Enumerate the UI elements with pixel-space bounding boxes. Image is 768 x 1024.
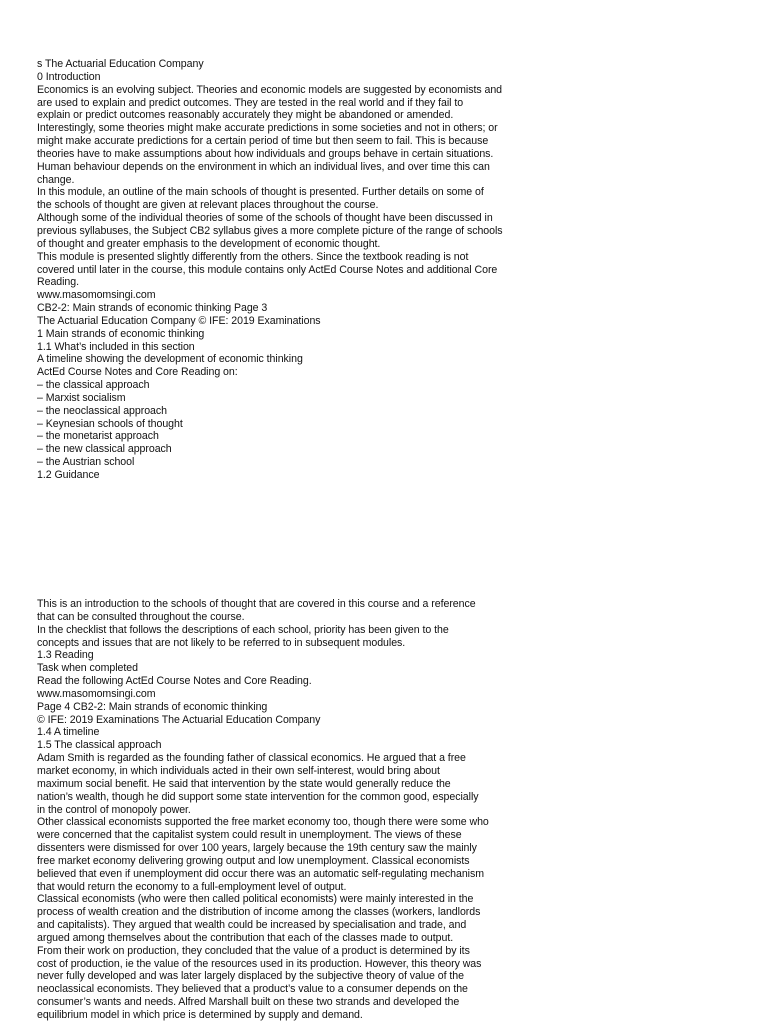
paragraph-line: This module is presented slightly differently from the others. Since the textbook reading is not — [37, 250, 469, 263]
list-item: – the neoclassical approach — [37, 404, 167, 417]
list-item: – Marxist socialism — [37, 391, 126, 404]
paragraph-line: never fully developed and was later largely displaced by the subjective theory of value of the — [37, 970, 464, 983]
subsection-heading: 1.1 What’s included in this section — [37, 340, 195, 353]
section-heading: 1 Main strands of economic thinking — [37, 327, 205, 340]
running-header: s The Actuarial Education Company — [37, 58, 204, 70]
paragraph-line: process of wealth creation and the distribution of income among the classes (workers, landlords — [37, 906, 481, 919]
section-heading: 0 Introduction — [37, 70, 101, 83]
paragraph-line: dissenters were dismissed for over 100 years, largely because the 19th century saw the mainly — [37, 842, 477, 855]
checklist-label: Task when completed — [37, 662, 138, 675]
paragraph-line: previous syllabuses, the Subject CB2 syllabus gives a more complete picture of the range of schools — [37, 224, 503, 237]
paragraph-line: were concerned that the capitalist system could result in unemployment. The views of these — [37, 829, 462, 842]
paragraph-line: In this module, an outline of the main schools of thought is presented. Further details on some of — [37, 186, 484, 199]
paragraph-line: nation’s wealth, though he did support some state intervention for the common good, especially — [37, 790, 479, 803]
paragraph-line: covered until later in the course, this module contains only ActEd Course Notes and additional Core — [37, 263, 498, 276]
paragraph-line: believed that even if unemployment did occur there was an automatic self-regulating mechanism — [37, 867, 485, 880]
document-text-block-top — [37, 58, 537, 482]
watermark-url: www.masomomsingi.com — [37, 687, 156, 700]
paragraph-line: market economy, in which individuals acted in their own self-interest, would bring about — [37, 764, 440, 777]
bullet-item: A timeline showing the development of economic thinking — [37, 353, 303, 366]
document-text-block-bottom — [37, 598, 537, 1022]
paragraph-line: change. — [37, 173, 75, 186]
paragraph-line: Human behaviour depends on the environment in which an individual lives, and over time this can — [37, 160, 490, 173]
subsection-heading: 1.3 Reading — [37, 649, 94, 662]
paragraph-line: explain or predict outcomes reasonably accurately they might be abandoned or amended. — [37, 109, 454, 122]
list-item: – the Austrian school — [37, 456, 135, 469]
paragraph-line: in the control of monopoly power. — [37, 803, 191, 816]
paragraph-line: that can be consulted throughout the course. — [37, 610, 245, 623]
paragraph-line: Reading. — [37, 276, 80, 289]
paragraph-line: maximum social benefit. He said that intervention by the state would generally reduce the — [37, 777, 451, 790]
paragraph-line: of thought and greater emphasis to the development of economic thought. — [37, 237, 381, 250]
page-footer: The Actuarial Education Company © IFE: 2019 Examinations — [37, 314, 321, 327]
checklist-item: Read the following ActEd Course Notes and Core Reading. — [37, 675, 312, 688]
paragraph-line: might make accurate predictions for a certain period of time but then seem to fail. This is because — [37, 135, 489, 148]
paragraph-line: concepts and issues that are not likely to be referred to in subsequent modules. — [37, 636, 406, 649]
paragraph-line: Other classical economists supported the free market economy too, though there were some who — [37, 816, 489, 829]
paragraph-line: argued among themselves about the contribution that each of the classes made to output. — [37, 931, 454, 944]
paragraph-line: are used to explain and predict outcomes. They are tested in the real world and if they fail to — [37, 96, 464, 109]
paragraph-line: In the checklist that follows the descriptions of each school, priority has been given to the — [37, 623, 449, 636]
list-item: – the new classical approach — [37, 443, 172, 456]
subsection-heading: 1.4 A timeline — [37, 726, 100, 739]
paragraph-line: and capitalists). They argued that wealth could be increased by specialisation and trade, and — [37, 919, 467, 932]
paragraph-line: theories have to make assumptions about how individuals and groups behave in certain situations. — [37, 147, 494, 160]
subsection-heading: 1.2 Guidance — [37, 469, 100, 481]
paragraph-line: equilibrium model in which price is determined by supply and demand. — [37, 1009, 363, 1021]
paragraph-line: Interestingly, some theories might make accurate predictions in some societies and not in others; or — [37, 122, 498, 135]
paragraph-line: the schools of thought are given at relevant places throughout the course. — [37, 199, 379, 212]
list-item: – the classical approach — [37, 379, 150, 392]
list-item: – the monetarist approach — [37, 430, 159, 443]
paragraph-line: This is an introduction to the schools of thought that are covered in this course and a reference — [37, 598, 476, 610]
paragraph-line: Adam Smith is regarded as the founding father of classical economics. He argued that a free — [37, 752, 466, 765]
paragraph-line: that would return the economy to a full-employment level of output. — [37, 880, 347, 893]
page-header: Page 4 CB2-2: Main strands of economic thinking — [37, 700, 268, 713]
paragraph-line: Classical economists (who were then called political economists) were mainly interested in the — [37, 893, 474, 906]
paragraph-line: cost of production, ie the value of the resources used in its production. However, this theory was — [37, 957, 482, 970]
paragraph-line: Economics is an evolving subject. Theories and economic models are suggested by economists and — [37, 83, 503, 96]
paragraph-line: consumer’s wants and needs. Alfred Marshall built on these two strands and developed the — [37, 996, 460, 1009]
paragraph-line: free market economy delivering growing output and low unemployment. Classical economists — [37, 854, 470, 867]
paragraph-line: Although some of the individual theories of some of the schools of thought have been discussed in — [37, 212, 493, 225]
paragraph-line: neoclassical economists. They believed that a product’s value to a consumer depends on the — [37, 983, 468, 996]
list-item: – Keynesian schools of thought — [37, 417, 183, 430]
page-header: © IFE: 2019 Examinations The Actuarial Education Company — [37, 713, 321, 726]
bullet-item: ActEd Course Notes and Core Reading on: — [37, 366, 238, 379]
watermark-url: www.masomomsingi.com — [37, 289, 156, 302]
subsection-heading: 1.5 The classical approach — [37, 739, 162, 752]
page-footer: CB2-2: Main strands of economic thinking Page 3 — [37, 302, 268, 315]
paragraph-line: From their work on production, they concluded that the value of a product is determined by its — [37, 944, 470, 957]
